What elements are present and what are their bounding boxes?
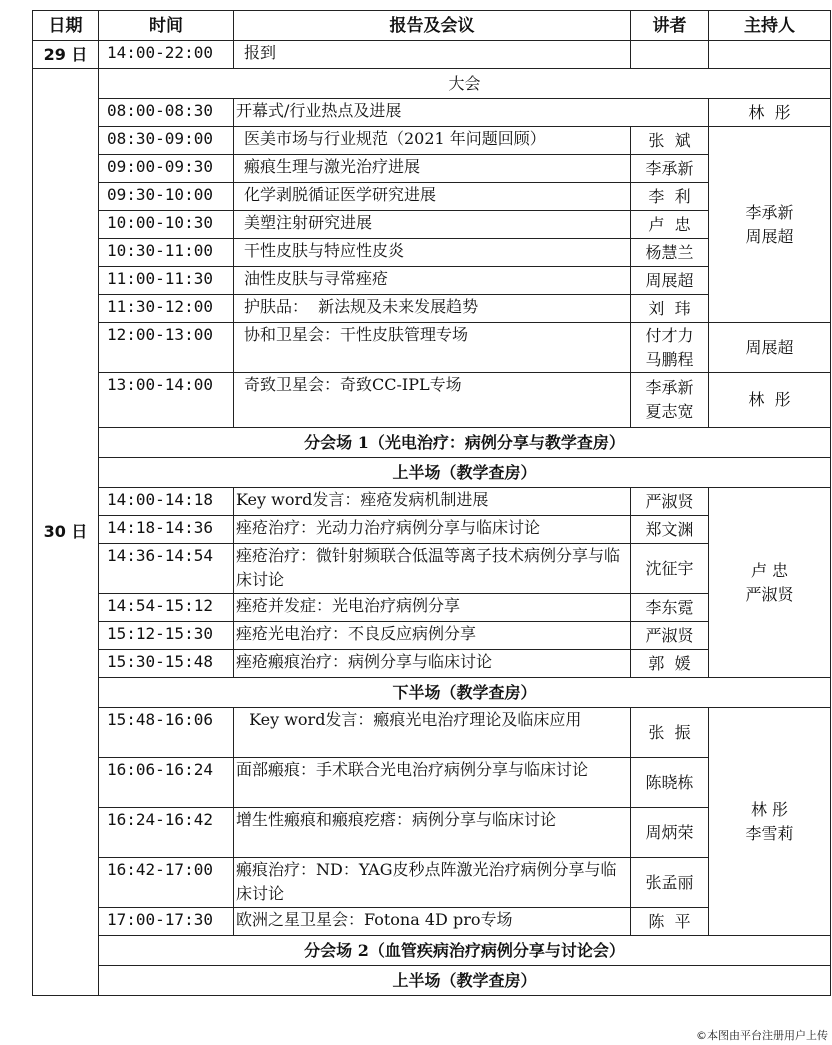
host-cell — [709, 41, 831, 69]
host-cell: 林 彤 — [709, 373, 831, 428]
time-cell: 09:30-10:00 — [99, 183, 234, 211]
speaker-cell: 周炳荣 — [631, 808, 709, 858]
time-cell: 14:36-14:54 — [99, 544, 234, 594]
schedule-table — [32, 10, 831, 996]
topic-cell: 医美市场与行业规范（2021 年问题回顾） — [234, 127, 631, 155]
topic-cell: Key word发言：瘢痕光电治疗理论及临床应用 — [234, 708, 631, 758]
speaker-cell: 张 振 — [631, 708, 709, 758]
speaker-cell — [631, 41, 709, 69]
time-cell: 14:00-22:00 — [99, 41, 234, 69]
time-cell: 09:00-09:30 — [99, 155, 234, 183]
time-cell: 16:42-17:00 — [99, 858, 234, 908]
time-cell: 16:24-16:42 — [99, 808, 234, 858]
speaker-cell: 杨慧兰 — [631, 239, 709, 267]
topic-cell: 痤疮瘢痕治疗：病例分享与临床讨论 — [234, 650, 631, 678]
header-topic: 报告及会议 — [234, 11, 631, 41]
topic-cell: 面部瘢痕：手术联合光电治疗病例分享与临床讨论 — [234, 758, 631, 808]
topic-cell: 痤疮治疗：光动力治疗病例分享与临床讨论 — [234, 516, 631, 544]
host-cell: 林 彤 李雪莉 — [709, 708, 831, 936]
topic-cell: 油性皮肤与寻常痤疮 — [234, 267, 631, 295]
registration-row — [33, 41, 831, 69]
header-time: 时间 — [99, 11, 234, 41]
topic-cell: 欧洲之星卫星会：Fotona 4D pro专场 — [234, 908, 631, 936]
speaker-cell: 郑文渊 — [631, 516, 709, 544]
topic-cell: 协和卫星会：干性皮肤管理专场 — [234, 323, 631, 373]
speaker-cell: 刘 玮 — [631, 295, 709, 323]
header-row — [33, 11, 831, 41]
topic-cell: 报到 — [234, 41, 631, 69]
section-branch1: 分会场 1（光电治疗：病例分享与教学查房） — [99, 428, 831, 458]
table-row — [33, 127, 831, 155]
topic-cell: 奇致卫星会：奇致CC-IPL专场 — [234, 373, 631, 428]
time-cell: 10:00-10:30 — [99, 211, 234, 239]
topic-cell: 痤疮光电治疗：不良反应病例分享 — [234, 622, 631, 650]
topic-cell: 增生性瘢痕和瘢痕疙瘩：病例分享与临床讨论 — [234, 808, 631, 858]
time-cell: 12:00-13:00 — [99, 323, 234, 373]
topic-cell: 开幕式/行业热点及进展 — [234, 99, 709, 127]
header-host: 主持人 — [709, 11, 831, 41]
time-cell: 11:00-11:30 — [99, 267, 234, 295]
speaker-cell: 李 利 — [631, 183, 709, 211]
section-plenary: 大会 — [99, 69, 831, 99]
branch2-header-row — [33, 936, 831, 966]
speaker-cell: 卢 忠 — [631, 211, 709, 239]
topic-cell: 干性皮肤与特应性皮炎 — [234, 239, 631, 267]
topic-cell: 化学剥脱循证医学研究进展 — [234, 183, 631, 211]
b1-first-header-row — [33, 458, 831, 488]
host-cell: 卢 忠 严淑贤 — [709, 488, 831, 678]
b2-first-header-row — [33, 966, 831, 996]
time-cell: 11:30-12:00 — [99, 295, 234, 323]
speaker-cell: 付才力 马鹏程 — [631, 323, 709, 373]
speaker-cell: 李承新 — [631, 155, 709, 183]
section-b1-second: 下半场（教学查房） — [99, 678, 831, 708]
branch1-header-row — [33, 428, 831, 458]
section-b2-first: 上半场（教学查房） — [99, 966, 831, 996]
speaker-cell: 张孟丽 — [631, 858, 709, 908]
day-29: 29 日 — [33, 41, 99, 69]
section-b1-first: 上半场（教学查房） — [99, 458, 831, 488]
time-cell: 15:12-15:30 — [99, 622, 234, 650]
table-row — [33, 99, 831, 127]
topic-cell: 瘢痕生理与激光治疗进展 — [234, 155, 631, 183]
day-30: 30 日 — [33, 69, 99, 996]
speaker-cell: 严淑贤 — [631, 622, 709, 650]
host-cell: 林 彤 — [709, 99, 831, 127]
header-speaker: 讲者 — [631, 11, 709, 41]
time-cell: 10:30-11:00 — [99, 239, 234, 267]
time-cell: 14:54-15:12 — [99, 594, 234, 622]
speaker-cell: 李承新 夏志宽 — [631, 373, 709, 428]
time-cell: 08:30-09:00 — [99, 127, 234, 155]
time-cell: 15:48-16:06 — [99, 708, 234, 758]
topic-cell: 痤疮并发症：光电治疗病例分享 — [234, 594, 631, 622]
time-cell: 14:18-14:36 — [99, 516, 234, 544]
header-date: 日期 — [33, 11, 99, 41]
topic-cell: 痤疮治疗：微针射频联合低温等离子技术病例分享与临床讨论 — [234, 544, 631, 594]
time-cell: 08:00-08:30 — [99, 99, 234, 127]
speaker-cell: 张 斌 — [631, 127, 709, 155]
table-row — [33, 373, 831, 428]
b1-second-header-row — [33, 678, 831, 708]
topic-cell: 护肤品： 新法规及未来发展趋势 — [234, 295, 631, 323]
topic-cell: Key word发言：痤疮发病机制进展 — [234, 488, 631, 516]
time-cell: 15:30-15:48 — [99, 650, 234, 678]
topic-cell: 瘢痕治疗：ND：YAG皮秒点阵激光治疗病例分享与临床讨论 — [234, 858, 631, 908]
speaker-cell: 李东霓 — [631, 594, 709, 622]
time-cell: 13:00-14:00 — [99, 373, 234, 428]
host-cell: 周展超 — [709, 323, 831, 373]
table-row — [33, 708, 831, 758]
speaker-cell: 陈 平 — [631, 908, 709, 936]
time-cell: 17:00-17:30 — [99, 908, 234, 936]
topic-cell: 美塑注射研究进展 — [234, 211, 631, 239]
time-cell: 14:00-14:18 — [99, 488, 234, 516]
section-branch2: 分会场 2（血管疾病治疗病例分享与讨论会） — [99, 936, 831, 966]
time-cell: 16:06-16:24 — [99, 758, 234, 808]
speaker-cell: 严淑贤 — [631, 488, 709, 516]
speaker-cell: 沈征宇 — [631, 544, 709, 594]
table-row — [33, 323, 831, 373]
host-cell: 李承新 周展超 — [709, 127, 831, 323]
table-row — [33, 488, 831, 516]
watermark: ©本图由平台注册用户上传 — [696, 1029, 828, 1042]
plenary-header-row — [33, 69, 831, 99]
speaker-cell: 周展超 — [631, 267, 709, 295]
speaker-cell: 郭 媛 — [631, 650, 709, 678]
speaker-cell: 陈晓栋 — [631, 758, 709, 808]
